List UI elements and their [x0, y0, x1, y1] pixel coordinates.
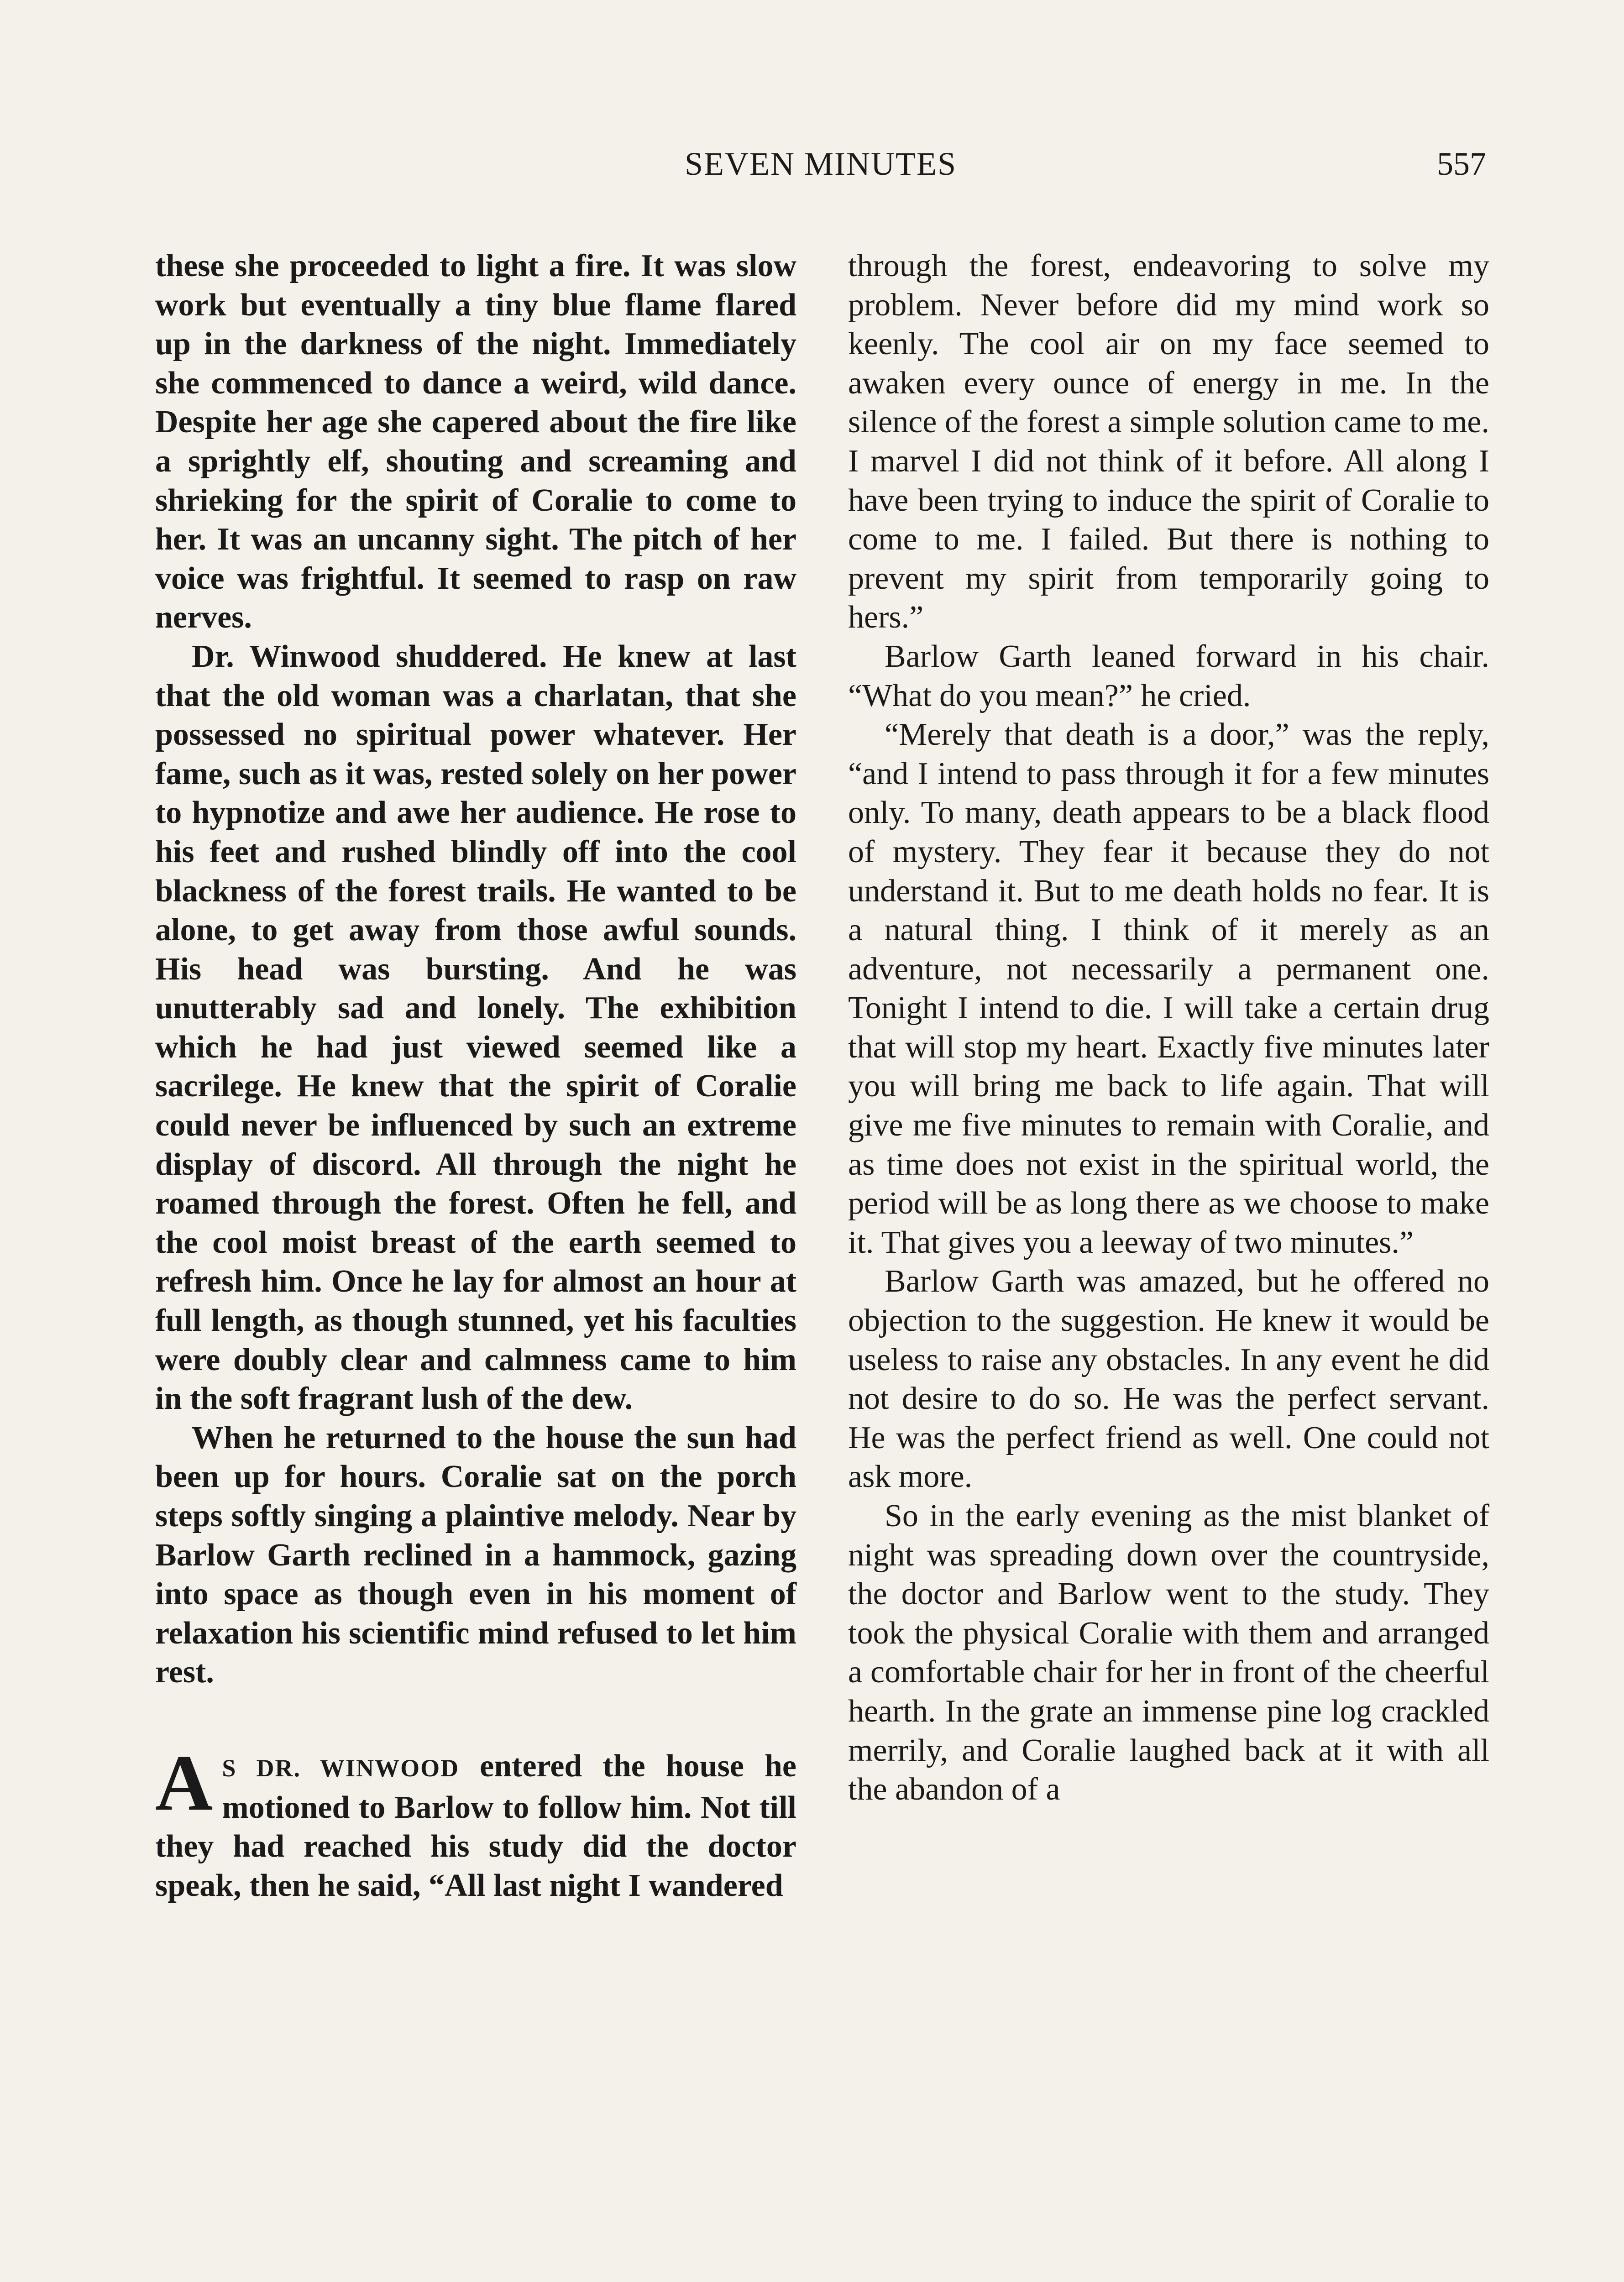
section-opening-paragraph	[155, 1738, 796, 1905]
small-caps-lead: S DR. WINWOOD	[222, 1754, 460, 1782]
paragraph: When he returned to the house the sun had been up for hours. Coralie sat on the porch steps softly singing a plaintive melody. Near by Barlow Garth reclined in a hammock, gazing into space as though even in his moment of relaxation his scientific mind refused to let him rest.	[155, 1420, 796, 1690]
right-column	[848, 246, 1489, 1809]
left-column	[155, 246, 796, 1905]
paragraph: “Merely that death is a door,” was the reply, “and I intend to pass through it for a few minutes only. To many, death appears to be a black flood of mystery. They fear it because they do not understand it. But to me death holds no fear. It is a natural thing. I think of it merely as an adventure, not necessarily a permanent one. Tonight I intend to die. I will take a certain drug that will stop my heart. Exactly five minutes later you will bring me back to life again. That will give me five minutes to remain with Coralie, and as time does not exist in the spiritual world, the period will be as long there as we choose to make it. That gives you a leeway of two minutes.”	[848, 717, 1489, 1260]
paragraph: these she proceeded to light a fire. It was slow work but eventually a tiny blue flame flared up in the darkness of the night. Immediately she commenced to dance a weird, wild dance. Despite her age she capered about the fire like a sprightly elf, shouting and screaming and shrieking for the spirit of Coralie to come to her. It was an uncanny sight. The pitch of her voice was frightful. It seemed to rasp on raw nerves.	[155, 248, 796, 635]
section-text: entered the house he motioned to Barlow to follow him. Not till they had reached his study did the doctor speak, then he said, “All last night I wandered	[155, 1748, 796, 1903]
paragraph: So in the early evening as the mist blanket of night was spreading down over the countryside, the doctor and Barlow went to the study. They took the physical Coralie with them and arranged a comfortable chair for her in front of the cheerful hearth. In the grate an immense pine log crackled merrily, and Coralie laughed back at it with all the abandon of a	[848, 1498, 1489, 1807]
paragraph: through the forest, endeavoring to solve my problem. Never before did my mind work so keenly. The cool air on my face seemed to awaken every ounce of energy in me. In the silence of the forest a simple solution came to me. I marvel I did not think of it before. All along I have been trying to induce the spirit of Coralie to come to me. I failed. But there is nothing to prevent my spirit from temporarily going to hers.”	[848, 248, 1489, 635]
paragraph: Dr. Winwood shuddered. He knew at last that the old woman was a charlatan, that she possessed no spiritual power whatever. Her fame, such as it was, rested solely on her power to hypnotize and awe her audience. He rose to his feet and rushed blindly off into the cool blackness of the forest trails. He wanted to be alone, to get away from those awful sounds. His head was bursting. And he was unutterably sad and lonely. The exhibition which he had just viewed seemed like a sacrilege. He knew that the spirit of Coralie could never be influenced by such an extreme display of discord. All through the night he roamed through the forest. Often he fell, and the cool moist breast of the earth seemed to refresh him. Once he lay for almost an hour at full length, as though stunned, yet his faculties were doubly clear and calmness came to him in the soft fragrant lush of the dew.	[155, 639, 796, 1417]
paragraph: Barlow Garth was amazed, but he offered no objection to the suggestion. He knew it would be useless to raise any obstacles. In any event he did not desire to do so. He was the perfect servant. He was the perfect friend as well. One could not ask more.	[848, 1264, 1489, 1495]
drop-cap: A	[155, 1738, 213, 1827]
running-title: SEVEN MINUTES	[685, 146, 957, 182]
page-number: 557	[1437, 146, 1486, 182]
paragraph: Barlow Garth leaned forward in his chair. “What do you mean?” he cried.	[848, 639, 1489, 713]
section-break	[155, 1692, 796, 1747]
page-header	[155, 145, 1486, 195]
